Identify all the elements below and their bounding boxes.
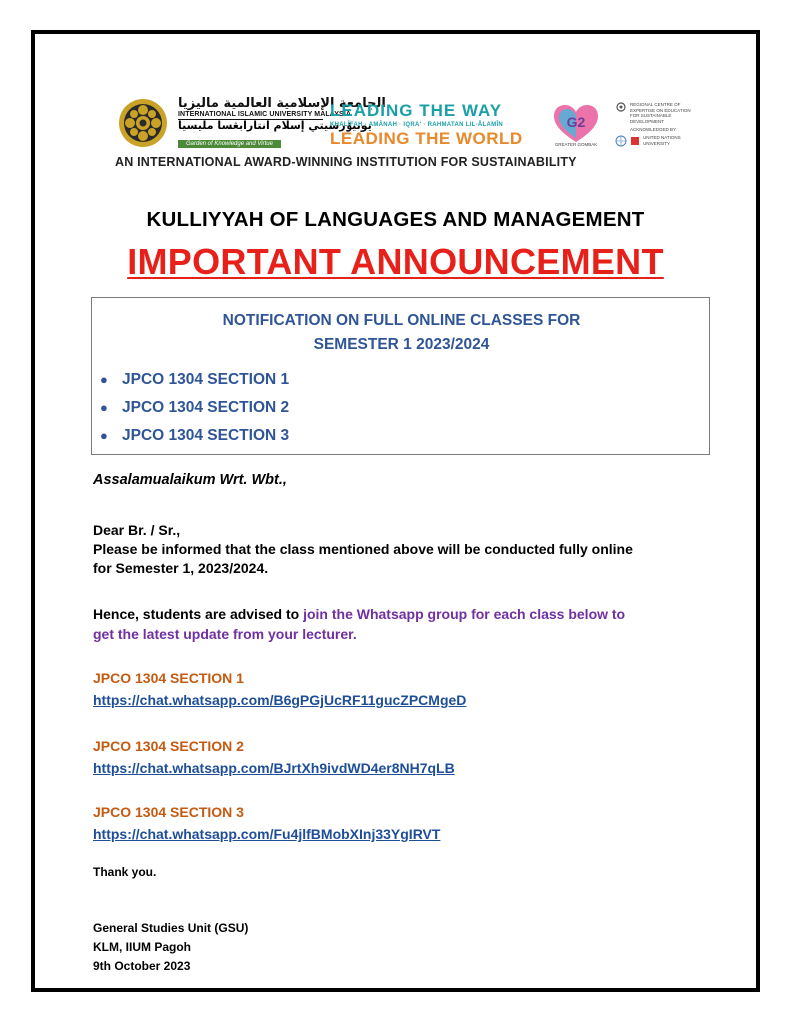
bullet-icon: ●	[100, 400, 108, 415]
list-item-label: JPCO 1304 SECTION 3	[122, 427, 290, 444]
paragraph-1-line-1: Please be informed that the class mentioned above will be conducted fully online	[93, 541, 633, 557]
leading-line-1: LEADING THE WAY	[330, 101, 503, 120]
signature-location: KLM, IIUM Pagoh	[93, 940, 191, 954]
kulliyyah-title: KULLIYYAH OF LANGUAGES AND MANAGEMENT	[146, 208, 645, 231]
paragraph-2-prefix: Hence, students are advised to	[93, 606, 304, 622]
paragraph-1-line-2: for Semester 1, 2023/2024.	[93, 560, 269, 576]
group-section-label: JPCO 1304 SECTION 3	[93, 804, 244, 820]
whatsapp-link-section-2[interactable]: https://chat.whatsapp.com/BJrtXh9ivdWD4er8NH7qLB	[93, 760, 455, 776]
leading-line-2: LEADING THE WORLD	[330, 129, 523, 148]
svg-text:G2: G2	[566, 114, 586, 130]
list-item-label: JPCO 1304 SECTION 2	[122, 399, 290, 416]
group-section-label: JPCO 1304 SECTION 1	[93, 670, 244, 686]
bullet-icon: ●	[100, 428, 108, 443]
g2-caption: GREATER GOMBAK	[554, 142, 598, 147]
notice-title-line-2: SEMESTER 1 2023/2024	[313, 336, 490, 353]
iium-english-name: INTERNATIONAL ISLAMIC UNIVERSITY MALAYSIA	[178, 111, 352, 118]
thanks-text: Thank you.	[93, 865, 157, 879]
iium-tagline: Garden of Knowledge and Virtue	[178, 140, 281, 148]
paragraph-2-line-2: get the latest update from your lecturer.	[93, 626, 357, 642]
salutation: Dear Br. / Sr.,	[93, 522, 181, 538]
signature-date: 9th October 2023	[93, 959, 191, 973]
greater-gombak-logo-icon	[550, 100, 602, 150]
notice-title	[92, 309, 711, 357]
leading-subline: KHALÎFAH · AMÂNAH · IQRA' · RAHMATAN LIL-ÂLAMÎN	[330, 122, 504, 128]
notice-list	[100, 370, 289, 454]
list-item	[100, 426, 289, 454]
iium-jawi-name: يونيۏرسيتي إسلام انتارابڠسا مليسيا	[178, 119, 372, 132]
paragraph-2-line-1	[93, 605, 625, 624]
greeting: Assalamualaikum Wrt. Wbt.,	[93, 472, 287, 488]
un-line-2: ACKNOWLEDGED BY	[630, 127, 677, 132]
iium-wordmark	[178, 96, 386, 149]
bullet-icon: ●	[100, 372, 108, 387]
rce-icon	[615, 102, 627, 112]
notice-title-line-1: NOTIFICATION ON FULL ONLINE CLASSES FOR	[222, 312, 581, 329]
whatsapp-link-section-3[interactable]: https://chat.whatsapp.com/Fu4jlfBMobXInj33YgIRVT	[93, 826, 441, 842]
list-item	[100, 370, 289, 398]
iium-logo-icon	[113, 97, 173, 149]
un-line-3: UNITED NATIONS UNIVERSITY	[643, 135, 681, 146]
list-item	[100, 398, 289, 426]
announcement-heading	[40, 241, 751, 283]
whatsapp-link-section-1[interactable]: https://chat.whatsapp.com/B6gPGjUcRF11gucZPCMgeD	[93, 692, 467, 708]
signature-unit: General Studies Unit (GSU)	[93, 921, 249, 935]
leading-the-way-logo	[330, 101, 540, 149]
un-emblem-icon	[615, 135, 627, 147]
award-banner: AN INTERNATIONAL AWARD-WINNING INSTITUTION FOR SUSTAINABILITY	[115, 155, 577, 169]
un-rce-logo	[615, 102, 695, 148]
group-section-label: JPCO 1304 SECTION 2	[93, 738, 244, 754]
un-line-1: REGIONAL CENTRE OF EXPERTISE ON EDUCATION FOR SUSTAINABLE DEVELOPMENT	[630, 102, 691, 124]
unu-icon	[630, 135, 640, 147]
notice-box	[91, 297, 710, 455]
iium-arabic-name: الجامعة الإسلامية العالمية ماليزيا	[178, 96, 386, 111]
page-border	[31, 30, 760, 992]
paragraph-2-highlight: join the Whatsapp group for each class below to	[303, 606, 626, 622]
list-item-label: JPCO 1304 SECTION 1	[122, 371, 290, 388]
announcement-text: IMPORTANT ANNOUNCEMENT	[127, 241, 664, 282]
